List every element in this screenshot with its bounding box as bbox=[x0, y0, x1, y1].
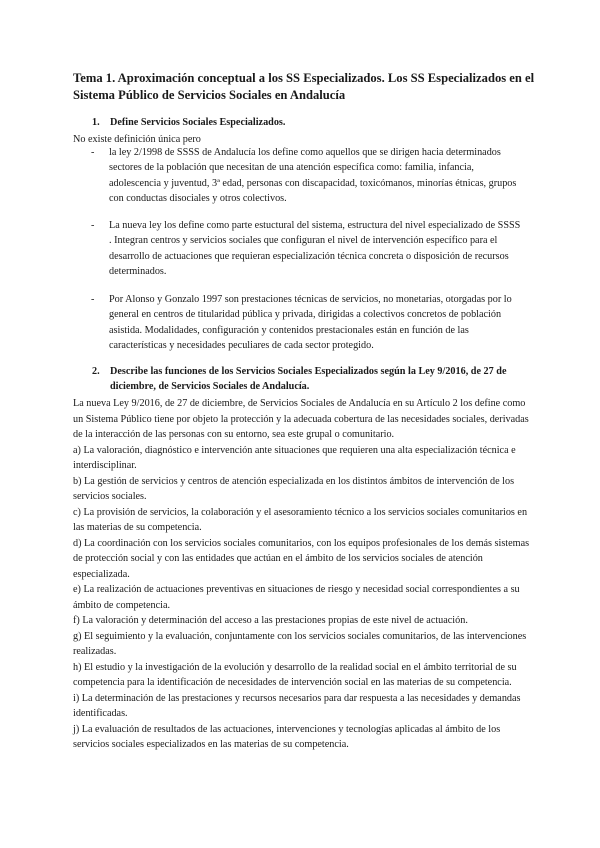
function-item-j: j) La evaluación de resultados de las actuaciones, intervenciones y tecnologías aplicadas al ámbito de los servicios sociales especializados en las materias de su competencia. bbox=[73, 723, 501, 750]
section-2-body bbox=[73, 396, 533, 753]
document-title: Tema 1. Aproximación conceptual a los SS Especializados. Los SS Especializados en el Sistema Público de Servicios Sociales en Andalucía bbox=[73, 71, 535, 102]
function-item-a: a) La valoración, diagnóstico e intervención ante situaciones que requieren una alta especialización técnica e interdisciplinar. bbox=[73, 444, 516, 471]
function-item-i: i) La determinación de las prestaciones y recursos necesarios para dar respuesta a las necesidades y demandas identificadas. bbox=[73, 692, 521, 719]
section-2-heading-text: Describe las funciones de los Servicios Sociales Especializados según la Ley 9/2016, de 27 de diciembre, de Servicios Sociales de Andalucía. bbox=[110, 366, 507, 392]
bullet-item: - la ley 2/1998 de SSSS de Andalucía los define como aquellos que se dirigen hacia determinados sectores de la población que necesitan de una atención específica como: familia, infancia, adolescencia y juventud, 3ª edad, personas con discapacidad, toxicómanos, minorías étnicas, grupos con conductas disociales y otros colectivos. bbox=[91, 145, 521, 207]
section-2-heading bbox=[92, 365, 532, 394]
bullet-text: la ley 2/1998 de SSSS de Andalucía los define como aquellos que se dirigen hacia determinados sectores de la población que necesitan de una atención específica como: familia, infancia, adolescencia y juventud, 3ª edad, personas con discapacidad, toxicómanos, minorías étnicas, grupos con conductas disociales y otros colectivos. bbox=[109, 147, 517, 205]
section-1-intro: No existe definición única pero bbox=[73, 134, 201, 145]
bullet-text: Por Alonso y Gonzalo 1997 son prestaciones técnicas de servicios, no monetarias, otorgadas por lo general en centros de titularidad pública y privada, dirigidas a colectivos concretos de población asistida. Modalidades, configuración y contenidos prestacionales están en función de las características y necesidades peculiares de cada sector protegido. bbox=[109, 294, 512, 352]
section-1-number: 1. bbox=[92, 117, 100, 128]
bullet-text: La nueva ley los define como parte estuctural del sistema, estructura del nivel especializado de SSSS . Integran centros y servicios sociales que configuran el nivel de intervención específico para el desarrollo de actuaciones que requieran especialización técnica concreta o disposición de recursos determinados. bbox=[109, 220, 521, 278]
bullet-item: - La nueva ley los define como parte estuctural del sistema, estructura del nivel especializado de SSSS . Integran centros y servicios sociales que configuran el nivel de intervención específico para el desarrollo de actuaciones que requieran especialización técnica concreta o disposición de recursos determinados. bbox=[91, 218, 521, 280]
bullet-item: - Por Alonso y Gonzalo 1997 son prestaciones técnicas de servicios, no monetarias, otorgadas por lo general en centros de titularidad pública y privada, dirigidas a colectivos concretos de población asistida. Modalidades, configuración y contenidos prestacionales están en función de las características y necesidades peculiares de cada sector protegido. bbox=[91, 292, 521, 354]
section-1-heading bbox=[92, 116, 532, 131]
function-item-b: b) La gestión de servicios y centros de atención especializada en los distintos ámbitos de intervención de los servicios sociales. bbox=[73, 475, 515, 502]
section-1-heading-text: Define Servicios Sociales Especializados. bbox=[110, 117, 286, 128]
section-2-number: 2. bbox=[92, 366, 100, 377]
function-item-c: c) La provisión de servicios, la colaboración y el asesoramiento técnico a los servicios sociales comunitarios en las materias de su competencia. bbox=[73, 506, 528, 533]
function-item-g: g) El seguimiento y la evaluación, conjuntamente con los servicios sociales comunitarios, de las intervenciones realizadas. bbox=[73, 630, 527, 657]
function-item-d: d) La coordinación con los servicios sociales comunitarios, con los equipos profesionales de los demás sistemas de protección social y con las entidades que actúan en el ámbito de los servicios sociales de atención especializada. bbox=[73, 537, 530, 580]
function-item-h: h) El estudio y la investigación de la evolución y desarrollo de la realidad social en el ámbito territorial de su competencia para la identificación de necesidades de intervención social en las materias de su competencia. bbox=[73, 661, 517, 688]
function-item-e: e) La realización de actuaciones preventivas en situaciones de riesgo y necesidad social correspondientes a su ámbito de competencia. bbox=[73, 584, 520, 611]
function-item-f: f) La valoración y determinación del acceso a las prestaciones propias de este nivel de actuación. bbox=[73, 615, 468, 626]
paragraph: La nueva Ley 9/2016, de 27 de diciembre, de Servicios Sociales de Andalucía en su Artículo 2 los define como un Sistema Público tiene por objeto la protección y la adecuada cobertura de las necesidades sociales, derivadas de la interacción de las personas con su entorno, sea este grupal o comunitario. bbox=[73, 398, 529, 440]
